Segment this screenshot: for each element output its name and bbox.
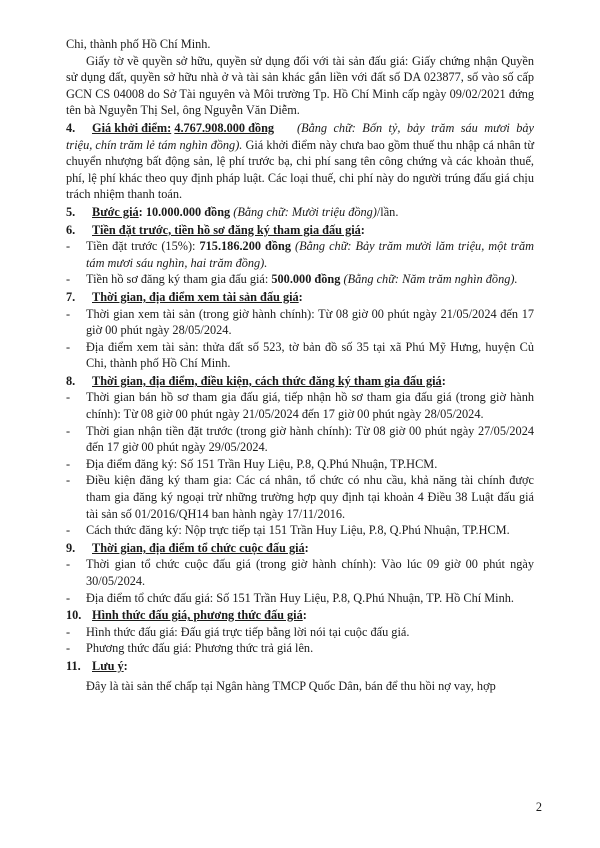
fee-words: (Bằng chữ: Năm trăm nghìn đồng). [343,272,518,287]
paragraph: Chi, thành phố Hồ Chí Minh. [66,37,211,51]
section-title: Thời gian, địa điểm xem tài sản đấu giá [92,289,299,304]
section-title: Giá khởi điểm: [92,120,172,135]
dash-marker: - [66,624,71,639]
price-step-amount: 10.000.000 đồng [145,204,231,219]
section-title: Lưu ý [92,658,124,673]
section-title: Thời gian, địa điểm tổ chức cuộc đấu giá [92,540,305,555]
dash-marker: - [66,339,71,354]
section-number: 9. [66,540,76,555]
starting-price-amount: 4.767.908.000 đồng [174,120,275,135]
deposit-text: Tiền đặt trước (15%): [86,239,200,254]
section-title: Bước giá [92,204,139,219]
section-number: 11. [66,658,81,673]
section-title: Thời gian, địa điểm, điều kiện, cách thức đăng ký tham gia đấu giá [92,373,442,388]
section-number: 4. [66,120,76,135]
section-number: 6. [66,222,76,237]
list-item-text: Thời gian nhận tiền đặt trước (trong giờ hành chính): Từ 08 giờ 00 phút ngày 27/05/2024 đến 17 giờ 00 phút ngày 29/05/2024. [86,423,534,455]
section-number: 5. [66,204,76,219]
list-item [66,389,534,422]
list-item-text: Thời gian bán hồ sơ tham gia đấu giá, tiếp nhận hồ sơ tham gia đấu giá (trong giờ hành chính): Từ 08 giờ 00 phút ngày 21/05/2024 đến 17 giờ 00 phút ngày 28/05/2024. [86,390,534,422]
list-item-text: Thời gian tổ chức cuộc đấu giá (trong giờ hành chính): Vào lúc 09 giờ 00 phút ngày 30/05/2024. [86,557,534,588]
list-item [66,423,534,456]
dash-marker: - [66,390,71,405]
list-item-text: Địa điểm xem tài sản: thửa đất số 523, tờ bản đồ số 35 tại xã Phú Mỹ Hưng, huyện Củ Chi, thành phố Hồ Chí Minh. [86,339,534,371]
starting-price-text: Giá khởi điểm này chưa bao gồm thuế thu nhập cá nhân từ chuyển nhượng bất động sản, lệ phí trước bạ, chi phí sang tên công chứng và các khoản thuế, phí, lệ phí khác theo quy định pháp luật. Các loại thuế, chi phí này do người trúng đấu giá chịu trách nhiệm thanh toán. [66,137,534,202]
colon: : [304,540,309,555]
section-title: Tiền đặt trước, tiền hồ sơ đăng ký tham gia đấu giá [92,222,361,237]
dash-marker: - [66,523,71,538]
list-item [66,271,534,288]
list-item [66,522,534,539]
list-item-text: Phương thức đấu giá: Phương thức trả giá lên. [86,641,314,656]
list-item [66,472,534,522]
section-5-heading [66,204,534,221]
list-item [66,339,534,372]
colon: : [302,608,307,623]
list-item [66,456,534,473]
section-7-heading [66,289,534,306]
section-6-heading [66,222,534,239]
section-10-heading [66,607,534,624]
page-number: 2 [535,800,542,814]
colon: : [441,373,446,388]
section-number: 10. [66,608,82,623]
starting-price-words: (Bằng chữ: Bốn tỷ, bảy trăm sáu mươi bảy triệu, chín trăm lẻ tám nghìn đồng). [66,120,534,152]
price-step-words: (Bằng chữ: Mười triệu đồng) [233,204,377,219]
dash-marker: - [66,557,71,572]
colon: : [360,222,365,237]
colon: : [298,289,303,304]
note-paragraph: Đây là tài sản thế chấp tại Ngân hàng TMCP Quốc Dân, bán để thu hồi nợ vay, hợp [86,678,496,693]
list-item-text: Cách thức đăng ký: Nộp trực tiếp tại 151 Trần Huy Liệu, P.8, Q.Phú Nhuận, TP.HCM. [86,523,510,538]
fee-amount: 500.000 đồng [271,272,341,287]
dash-marker: - [66,473,71,488]
list-item [66,640,534,657]
price-step-tail: /lần. [376,204,399,219]
dash-marker: - [66,456,71,471]
fee-text: Tiền hồ sơ đăng ký tham gia đấu giá: [86,272,272,287]
list-item [66,556,534,589]
list-item [66,590,534,607]
dash-marker: - [66,306,71,321]
section-9-heading [66,540,534,557]
dash-marker: - [66,239,71,254]
list-item-text: Điều kiện đăng ký tham gia: Các cá nhân, tổ chức có nhu cầu, khả năng tài chính được tham gia đăng ký ngoại trừ những trường hợp quy định tại khoản 4 Điều 38 Luật đấu giá tài sản số 01/2016/QH14 ban hành ngày 17/11/2016. [86,473,534,521]
colon: : [123,658,128,673]
dash-marker: - [66,641,71,656]
dash-marker: - [66,590,71,605]
deposit-words: (Bằng chữ: Bảy trăm mười lăm triệu, một trăm tám mươi sáu nghìn, hai trăm đồng). [86,239,534,270]
list-item [66,624,534,641]
section-11-heading [66,658,534,675]
list-item [66,306,534,339]
list-item-text: Địa điểm đăng ký: Số 151 Trần Huy Liệu, P.8, Q.Phú Nhuận, TP.HCM. [86,456,438,471]
deposit-amount: 715.186.200 đồng [199,239,291,254]
dash-marker: - [66,272,71,287]
paragraph-ownership-documents: Giấy tờ về quyền sở hữu, quyền sử dụng đối với tài sản đấu giá: Giấy chứng nhận Quyền sử dụng đất, quyền sở hữu nhà ở và tài sản khác gắn liền với đất số DA 023877, số vào số cấp GCN CS 04008 do Sở Tài nguyên và Môi trường Tp. Hồ Chí Minh cấp ngày 09/02/2021 đứng tên bà Nguyễn Thị Sel, ông Nguyễn Văn Diễm. [66,53,534,118]
section-title: Hình thức đấu giá, phương thức đấu giá [92,608,303,623]
separator: : [138,204,146,219]
dash-marker: - [66,423,71,438]
section-8-heading [66,373,534,390]
section-number: 8. [66,373,76,388]
list-item-text: Địa điểm tổ chức đấu giá: Số 151 Trần Huy Liệu, P.8, Q.Phú Nhuận, TP. Hồ Chí Minh. [86,590,514,605]
list-item-text: Hình thức đấu giá: Đấu giá trực tiếp bằng lời nói tại cuộc đấu giá. [86,624,410,639]
list-item [66,238,534,271]
section-number: 7. [66,289,76,304]
list-item-text: Thời gian xem tài sản (trong giờ hành chính): Từ 08 giờ 00 phút ngày 21/05/2024 đến 17 giờ 00 phút ngày 28/05/2024. [86,306,534,338]
